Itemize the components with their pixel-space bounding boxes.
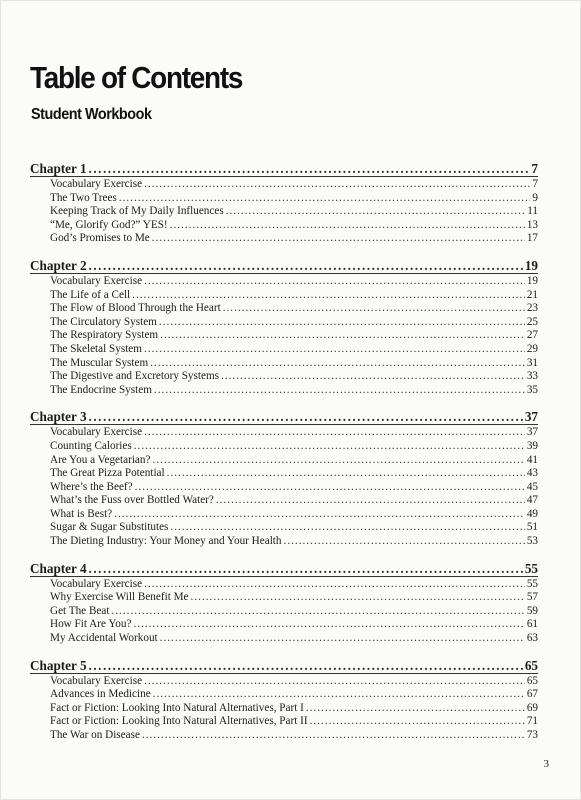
- dot-leader: [133, 618, 524, 632]
- toc-entry[interactable]: [30, 688, 538, 702]
- toc-entry[interactable]: [30, 715, 538, 729]
- dot-leader: [111, 605, 524, 619]
- chapter-block: [30, 160, 538, 246]
- toc-entry-title: My Accidental Workout: [50, 632, 158, 645]
- page-subtitle: Student Workbook: [31, 106, 152, 123]
- dot-leader: [114, 508, 525, 522]
- chapter-heading[interactable]: [30, 408, 538, 425]
- toc-entry-page-number: 45: [526, 480, 538, 493]
- toc-entry-title: How Fit Are You?: [50, 618, 132, 631]
- dot-leader: [134, 440, 525, 454]
- toc-entry-page-number: 25: [526, 315, 538, 328]
- toc-entry[interactable]: [30, 205, 538, 219]
- chapter-block: [30, 560, 538, 646]
- dot-leader: [170, 219, 525, 233]
- toc-entry[interactable]: [30, 605, 538, 619]
- page-title: Table of Contents: [30, 60, 243, 95]
- toc-entry-page-number: 71: [526, 715, 538, 728]
- dot-leader: [132, 289, 525, 303]
- toc-entry-title: What is Best?: [50, 507, 113, 520]
- dot-leader: [284, 535, 525, 549]
- toc-entry[interactable]: [30, 275, 538, 289]
- dot-leader: [144, 178, 530, 192]
- chapter-page-number: 55: [524, 560, 538, 576]
- dot-leader: [310, 715, 525, 729]
- toc-entry-title: Vocabulary Exercise: [50, 674, 143, 687]
- toc-entry-title: Advances in Medicine: [50, 688, 151, 701]
- chapter-label: Chapter 2: [30, 257, 87, 273]
- toc-entry[interactable]: [30, 192, 538, 206]
- toc-entry[interactable]: [30, 178, 538, 192]
- toc-entry-title: The Great Pizza Potential: [50, 467, 165, 480]
- toc-entry-page-number: 37: [526, 426, 538, 439]
- dot-leader: [89, 560, 523, 577]
- chapter-heading[interactable]: [30, 657, 538, 674]
- table-of-contents: [30, 160, 538, 754]
- toc-entry-page-number: 7: [532, 178, 538, 190]
- toc-entry[interactable]: [30, 232, 538, 246]
- dot-leader: [216, 494, 525, 508]
- toc-entry-page-number: 55: [526, 577, 538, 590]
- dot-leader: [226, 205, 526, 219]
- toc-entry-page-number: 51: [526, 521, 538, 534]
- dot-leader: [89, 408, 523, 425]
- chapter-page-number: 65: [524, 657, 538, 673]
- dot-leader: [142, 729, 525, 743]
- dot-leader: [152, 232, 525, 246]
- toc-entry-title: Vocabulary Exercise: [50, 426, 143, 439]
- dot-leader: [144, 275, 525, 289]
- dot-leader: [89, 657, 523, 674]
- toc-entry-page-number: 23: [526, 302, 538, 315]
- toc-entry[interactable]: [30, 521, 538, 535]
- toc-entry-page-number: 47: [526, 494, 538, 507]
- toc-entry-title: Vocabulary Exercise: [50, 274, 143, 287]
- toc-entry[interactable]: [30, 481, 538, 495]
- dot-leader: [159, 316, 525, 330]
- dot-leader: [191, 591, 525, 605]
- toc-entry-title: The Two Trees: [50, 191, 117, 204]
- toc-entry[interactable]: [30, 508, 538, 522]
- toc-entry-page-number: 43: [526, 467, 538, 480]
- chapter-page-number: 37: [524, 409, 538, 425]
- chapter-heading[interactable]: [30, 257, 538, 274]
- toc-entry[interactable]: [30, 343, 538, 357]
- toc-entry-title: What’s the Fuss over Bottled Water?: [50, 494, 214, 507]
- toc-entry-title: Keeping Track of My Daily Influences: [50, 205, 224, 218]
- toc-entry-title: God’s Promises to Me: [50, 232, 150, 245]
- toc-entry-page-number: 39: [526, 439, 538, 452]
- toc-entry-title: Counting Calories: [50, 439, 132, 452]
- toc-entry[interactable]: [30, 494, 538, 508]
- chapter-label: Chapter 1: [30, 161, 87, 176]
- chapter-heading[interactable]: [30, 160, 538, 177]
- dot-leader: [160, 632, 525, 646]
- dot-leader: [170, 521, 524, 535]
- toc-entry-page-number: 21: [526, 288, 538, 301]
- toc-entry-title: Vocabulary Exercise: [50, 178, 143, 190]
- chapter-block: [30, 408, 538, 548]
- toc-entry[interactable]: [30, 370, 538, 384]
- dot-leader: [221, 370, 525, 384]
- dot-leader: [144, 578, 525, 592]
- dot-leader: [89, 257, 523, 274]
- toc-entry-title: Are You a Vegetarian?: [50, 453, 151, 466]
- toc-entry-title: The Endocrine System: [50, 383, 152, 396]
- toc-entry-page-number: 29: [526, 342, 538, 355]
- toc-entry-page-number: 59: [526, 604, 538, 617]
- dot-leader: [135, 481, 525, 495]
- toc-entry-page-number: 49: [526, 507, 538, 520]
- toc-entry[interactable]: [30, 357, 538, 371]
- dot-leader: [89, 160, 530, 177]
- toc-entry-title: Why Exercise Will Benefit Me: [50, 591, 189, 604]
- chapter-block: [30, 257, 538, 397]
- toc-entry[interactable]: [30, 219, 538, 233]
- toc-entry-title: Sugar & Sugar Substitutes: [50, 521, 169, 534]
- toc-entry-page-number: 13: [526, 218, 538, 231]
- toc-entry[interactable]: [30, 702, 538, 716]
- toc-entry-page-number: 19: [526, 274, 538, 287]
- toc-entry-page-number: 69: [526, 701, 538, 714]
- toc-entry[interactable]: [30, 289, 538, 303]
- toc-entry-title: The Muscular System: [50, 356, 149, 369]
- dot-leader: [153, 688, 525, 702]
- toc-entry-title: The Flow of Blood Through the Heart: [50, 302, 221, 315]
- toc-entry-page-number: 9: [532, 191, 538, 204]
- toc-entry-title: The War on Disease: [50, 729, 140, 741]
- toc-entry[interactable]: [30, 329, 538, 343]
- dot-leader: [144, 675, 525, 689]
- toc-entry[interactable]: [30, 302, 538, 316]
- toc-entry-title: Fact or Fiction: Looking Into Natural Alternatives, Part I: [50, 701, 304, 714]
- dot-leader: [223, 302, 525, 316]
- toc-entry[interactable]: [30, 454, 538, 468]
- toc-entry-title: Where’s the Beef?: [50, 480, 133, 493]
- toc-entry-page-number: 63: [526, 632, 538, 645]
- toc-entry-page-number: 61: [526, 618, 538, 631]
- dot-leader: [167, 467, 525, 481]
- dot-leader: [152, 454, 524, 468]
- toc-entry-title: The Circulatory System: [50, 315, 157, 328]
- toc-entry[interactable]: [30, 535, 538, 549]
- toc-entry-page-number: 33: [526, 370, 538, 383]
- toc-entry-page-number: 31: [526, 356, 538, 369]
- chapter-label: Chapter 4: [30, 560, 87, 576]
- chapter-page-number: 7: [531, 161, 538, 176]
- chapter-label: Chapter 3: [30, 409, 87, 425]
- chapter-label: Chapter 5: [30, 657, 87, 673]
- toc-entry[interactable]: [30, 618, 538, 632]
- chapter-heading[interactable]: [30, 560, 538, 577]
- toc-entry[interactable]: [30, 729, 538, 743]
- dot-leader: [306, 702, 525, 716]
- dot-leader: [154, 384, 525, 398]
- toc-entry-page-number: 11: [527, 205, 538, 218]
- chapter-page-number: 19: [524, 257, 538, 273]
- toc-entry[interactable]: [30, 440, 538, 454]
- dot-leader: [160, 329, 525, 343]
- toc-entry[interactable]: [30, 632, 538, 646]
- dot-leader: [150, 357, 525, 371]
- toc-entry-title: The Skeletal System: [50, 342, 142, 355]
- toc-entry-title: The Respiratory System: [50, 329, 159, 342]
- toc-entry[interactable]: [30, 384, 538, 398]
- dot-leader: [144, 426, 525, 440]
- toc-entry-title: The Life of a Cell: [50, 288, 131, 301]
- toc-entry-page-number: 67: [526, 688, 538, 701]
- toc-entry-page-number: 35: [526, 383, 538, 396]
- toc-entry[interactable]: [30, 316, 538, 330]
- toc-entry-title: “Me, Glorify God?” YES!: [50, 218, 168, 231]
- toc-entry-page-number: 17: [526, 232, 538, 245]
- toc-entry-title: The Digestive and Excretory Systems: [50, 370, 220, 383]
- toc-entry-page-number: 53: [526, 535, 538, 548]
- dot-leader: [119, 192, 531, 206]
- toc-entry[interactable]: [30, 578, 538, 592]
- toc-entry[interactable]: [30, 675, 538, 689]
- toc-entry[interactable]: [30, 591, 538, 605]
- toc-entry-page-number: 65: [526, 674, 538, 687]
- toc-entry[interactable]: [30, 467, 538, 481]
- dot-leader: [144, 343, 525, 357]
- page-number: 3: [543, 758, 549, 770]
- toc-entry-title: The Dieting Industry: Your Money and Your Health: [50, 535, 282, 548]
- toc-entry-title: Vocabulary Exercise: [50, 577, 143, 590]
- toc-entry-title: Fact or Fiction: Looking Into Natural Alternatives, Part II: [50, 715, 308, 728]
- toc-entry-page-number: 57: [526, 591, 538, 604]
- chapter-block: [30, 657, 538, 743]
- toc-entry-title: Get The Beat: [50, 604, 110, 617]
- toc-entry-page-number: 27: [526, 329, 538, 342]
- toc-entry-page-number: 41: [526, 453, 538, 466]
- toc-entry-page-number: 73: [526, 729, 538, 741]
- toc-entry[interactable]: [30, 426, 538, 440]
